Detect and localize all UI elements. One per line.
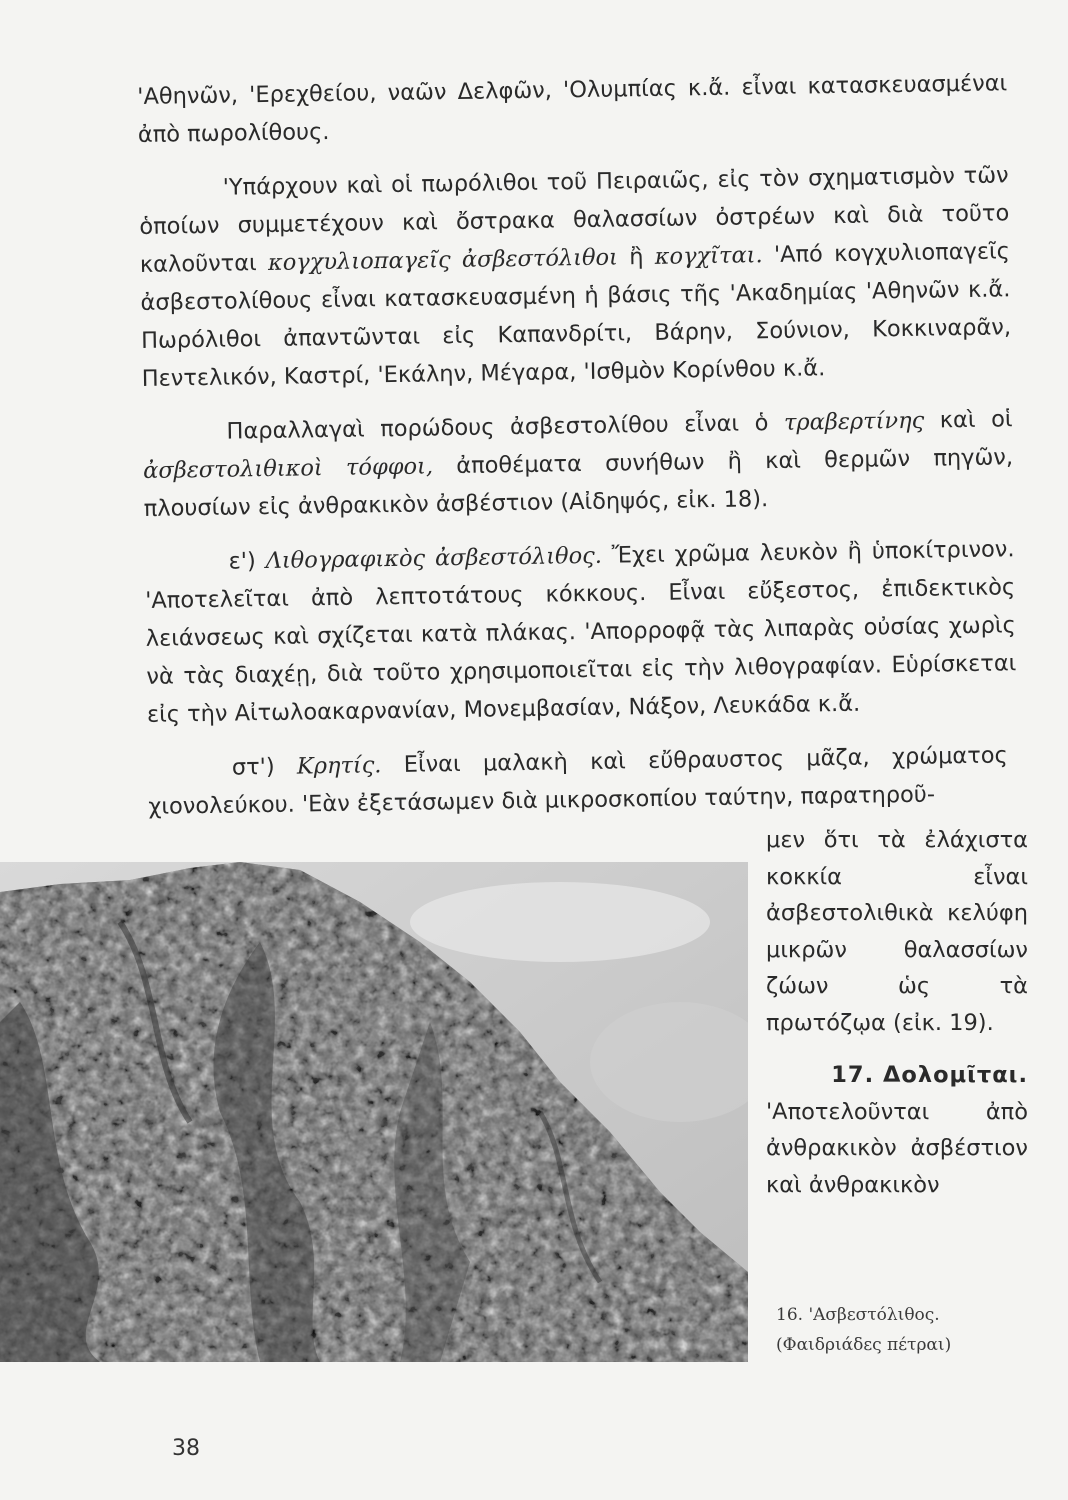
page-number: 38 <box>172 1436 200 1461</box>
paragraph-kritis: στ') Κρητίς. Εἶναι μαλακὴ καὶ εὔθραυστος μᾶζα, χρώματος χιονολεύκου. 'Εὰν ἐξετάσωμεν διὰ μικροσκοπίου ταύτην, παρατηροῦ- <box>148 742 1008 820</box>
item-label-e: ε') <box>228 548 256 575</box>
term-kritis: Κρητίς. <box>296 752 382 780</box>
caption-line-2: (Φαιδριάδες πέτραι) <box>776 1335 952 1355</box>
main-text-block <box>137 64 1019 842</box>
section-text-dolomites: 'Αποτελοῦνται ἀπὸ ἀνθρακικὸν ἀσβέστιον καὶ ἀνθρακικὸν <box>766 1098 1028 1198</box>
paragraph-1: 'Αθηνῶν, 'Ερεχθείου, ναῶν Δελφῶν, 'Ολυμπίας κ.ἄ. εἶναι κατασκευασμέναι ἀπὸ πωρολίθους. <box>137 70 1008 148</box>
rock-photo-image <box>0 862 748 1362</box>
section-heading-dolomites: 17. Δολομῖται. <box>831 1062 1028 1088</box>
term-kogchitai: κογχῖται. <box>654 242 763 270</box>
figure-caption <box>776 1300 1016 1360</box>
caption-line-1: 16. 'Ασβεστόλιθος. <box>776 1305 940 1325</box>
paragraph-2: 'Υπάρχουν καὶ οἱ πωρόλιθοι τοῦ Πειραιῶς, εἰς τὸν σχηματισμὸν τῶν ὁποίων συμμετέχουν καὶ ὄστρακα θαλασσίων ὀστρέων καὶ διὰ τοῦτο καλοῦνται κογχυλιοπαγεῖς ἀσβεστόλιθοι ἢ κογχῖται. 'Από κογχυλιοπαγεῖς ἀσβεστολίθους εἶναι κατασκευασμένη ἡ βάσις τῆς 'Ακαδημίας 'Αθηνῶν κ.ἄ. Πωρόλιθοι ἀπαντῶνται εἰς Καπανδρίτι, Βάρην, Σούνιον, Κοκκιναρᾶν, Πεντελικόν, Καστρί, 'Εκάλην, Μέγαρα, 'Ισθμὸν Κορίνθου κ.ἄ. <box>139 162 1012 392</box>
side-text-column <box>766 822 1028 1203</box>
term-tofoi: ἀσβεστολιθικοὶ τόφφοι, <box>142 453 434 484</box>
term-travertinis: τραβερτίνης <box>783 407 925 436</box>
term-kogchyliopageis: κογχυλιοπαγεῖς ἀσβεστόλιθοι <box>267 244 619 276</box>
item-label-st: στ') <box>231 753 275 781</box>
side-continuation-text: μεν ὅτι τὰ ἐλάχιστα κοκκία εἶναι ἀσβεστολιθικὰ κελύφη μικρῶν θαλασσίων ζώων ὡς τὰ πρωτόζῳα (εἰκ. 19). <box>766 827 1028 1036</box>
paragraph-3: Παραλλαγαὶ πορώδους ἀσβεστολίθου εἶναι ὁ τραβερτίνης καὶ οἱ ἀσβεστολιθικοὶ τόφφοι, ἀποθέματα συνήθων ἢ καὶ θερμῶν πηγῶν, πλουσίων εἰς ἀνθρακικὸν ἀσβέστιον (Αἰδηψός, εἰκ. 18). <box>142 406 1014 522</box>
term-lithografikos: Λιθογραφικὸς ἀσβεστόλιθος. <box>265 542 603 575</box>
paragraph-lithographic: ε') Λιθογραφικὸς ἀσβεστόλιθος. Ἔχει χρῶμα λευκὸν ἢ ὑποκίτρινον. 'Αποτελεῖται ἀπὸ λεπτοτάτους κόκκους. Εἶναι εὔξεστος, ἐπιδεκτικὸς λειάνσεως καὶ σχίζεται κατὰ πλάκας. 'Απορροφᾷ τὰς λιπαρὰς οὐσίας χωρὶς νὰ τὰς διαχέῃ, διὰ τοῦτο χρησιμοποιεῖται εἰς τὴν λιθογραφίαν. Εὑρίσκεται εἰς τὴν Αἰτωλοακαρνανίαν, Μονεμβασίαν, Νάξον, Λευκάδα κ.ἄ. <box>145 536 1017 728</box>
limestone-rock-photo <box>0 862 748 1362</box>
